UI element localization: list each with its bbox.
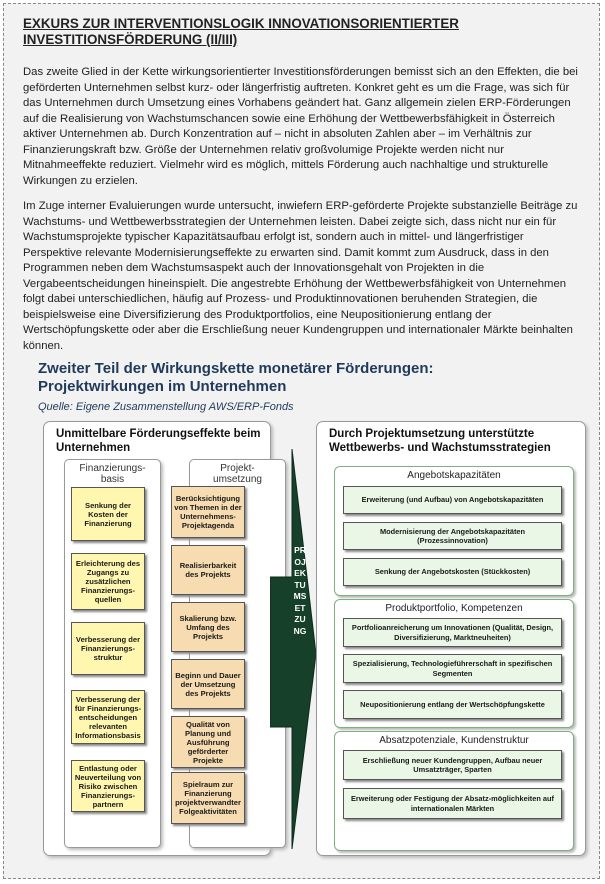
implementation-effect-box: Beginn und Dauer der Umsetzung des Projekts: [171, 659, 245, 709]
figure-source: Quelle: Eigene Zusammenstellung AWS/ERP-Fonds: [38, 401, 294, 413]
paragraph-1: Das zweite Glied in der Kette wirkungsorientierter Investitionsförderungen bemisst sich an den Effekten, die bei geförderten Unternehmen selbst kurz- oder längerfristig auftreten. Konkret geht es um die Frage, was sich für das Unternehmen durch Umsetzung eines Vorhabens geändert hat. Ganz allgemein zielen ERP-Förderungen auf die Realisierung von Wachstumschancen sowie eine Erhöhung der Wettbewerbsfähigkeit in Österreich aktiver Unternehmen ab. Durch Konzentration auf – nicht in absoluten Zahlen aber – im Verhältnis zur Finanzierungskraft bzw. Größe der Unternehmen relativ großvolumige Projekte werden nicht nur Mitnahmeeffekte reduziert. Vielmehr wird es möglich, mittels Förderung auch nachhaltige und strukturelle Wirkungen zu erzielen.: [23, 66, 578, 187]
financing-basis-heading: Finanzierungs- basis: [79, 463, 146, 485]
project-implementation-heading: Projekt- umsetzung: [213, 463, 262, 485]
direct-effects-heading: Unmittelbare Förderungseffekte beim Unternehmen: [56, 428, 261, 454]
title-line-2: INVESTITIONSFÖRDERUNG (II/III): [23, 32, 238, 47]
implementation-effect-box: Spielraum zur Finanzierung projektverwandter Folgeaktivitäten: [171, 772, 245, 824]
page-title: [23, 16, 583, 48]
strategy-box: Senkung der Angebotskosten (Stückkosten): [343, 558, 562, 586]
strategy-box: Portfolioanreicherung um Innovationen (Qualität, Design, Diversifizierung, Marktneuheiten): [343, 618, 562, 647]
market-group-heading: Absatzpotenziale, Kundenstruktur: [379, 735, 529, 746]
portfolio-group-heading: Produktportfolio, Kompetenzen: [385, 603, 523, 614]
financing-effect-box: Senkung der Kosten der Finanzierung: [71, 487, 145, 541]
title-line-1: EXKURS ZUR INTERVENTIONSLOGIK INNOVATIONSORIENTIERTER: [23, 16, 459, 31]
figure-title-line-1: Zweiter Teil der Wirkungskette monetärer Förderungen:: [38, 360, 434, 377]
implementation-effect-box: Berücksichtigung von Themen in der Unternehmens-Projektagenda: [171, 486, 245, 538]
implementation-effect-box: Realisierbarkeit des Projekts: [171, 545, 245, 595]
figure-title: [38, 360, 434, 396]
strategy-box: Modernisierung der Angebotskapazitäten (Prozessinnovation): [343, 522, 562, 550]
implementation-effect-box: Skalierung bzw. Umfang des Projekts: [171, 602, 245, 652]
paragraph-2: Im Zuge interner Evaluierungen wurde untersucht, inwiefern ERP-geförderte Projekte substanzielle Beiträge zu Wachstums- und Wettbewerbsstrategien der Unternehmen leisten. Dabei zeigte sich, dass nicht nur ein für Wachstumsprojekte typischer Kapazitätsaufbau erfolgt ist, sondern auch in mittel- und längerfristiger Perspektive relevante Modernisierungseffekte zu erwarten sind. Damit kommt zum Ausdruck, dass in den Programmen neben dem Wachstumsaspekt auch der Innovationsgehalt von Projekten in die Vergabeentscheidungen hineinspielt. Die angestrebte Erhöhung der Wettbewerbsfähigkeit von Unternehmen folgt dabei unterschiedlichen, häufig auf Prozess- und Produktinnovationen beruhenden Strategien, die beispielsweise eine Diversifizierung des Produktportfolios, eine Neupositionierung entlang der Wertschöpfungskette oder aber die Erschließung neuer Kundengruppen und internationaler Märkte beinhalten können.: [23, 200, 578, 352]
strategy-box: Erschließung neuer Kundengruppen, Aufbau neuer Umsatzträger, Sparten: [343, 750, 562, 780]
strategy-box: Spezialisierung, Technologieführerschaft in spezifischen Segmenten: [343, 654, 562, 683]
project-implementation-arrow: [270, 449, 318, 849]
financing-effect-box: Entlastung oder Neuverteilung von Risiko zwischen Finanzierungs-partnern: [71, 760, 145, 812]
capacity-group-heading: Angebotskapazitäten: [407, 470, 501, 481]
strategy-box: Erweiterung (und Aufbau) von Angebotskapazitäten: [343, 486, 562, 514]
strategy-box: Erweiterung oder Festigung der Absatz-möglichkeiten auf internationalen Märkten: [343, 788, 562, 819]
financing-effect-box: Verbesserung der Finanzierungs-struktur: [71, 622, 145, 675]
financing-effect-box: Verbesserung der für Finanzierungs-entscheidungen relevanten Informationsbasis: [71, 690, 145, 744]
arrow-label: PROJEKTUMSETZUNG: [293, 545, 307, 636]
figure-title-line-2: Projektwirkungen im Unternehmen: [38, 378, 287, 395]
implementation-effect-box: Qualität von Planung und Ausführung geförderter Projekte: [171, 716, 245, 768]
financing-effect-box: Erleichterung des Zugangs zu zusätzlichen Finanzierungs-quellen: [71, 553, 145, 610]
strategies-heading: Durch Projektumsetzung unterstützte Wettbewerbs- und Wachstumsstrategien: [329, 428, 551, 454]
strategy-box: Neupositionierung entlang der Wertschöpfungskette: [343, 690, 562, 719]
